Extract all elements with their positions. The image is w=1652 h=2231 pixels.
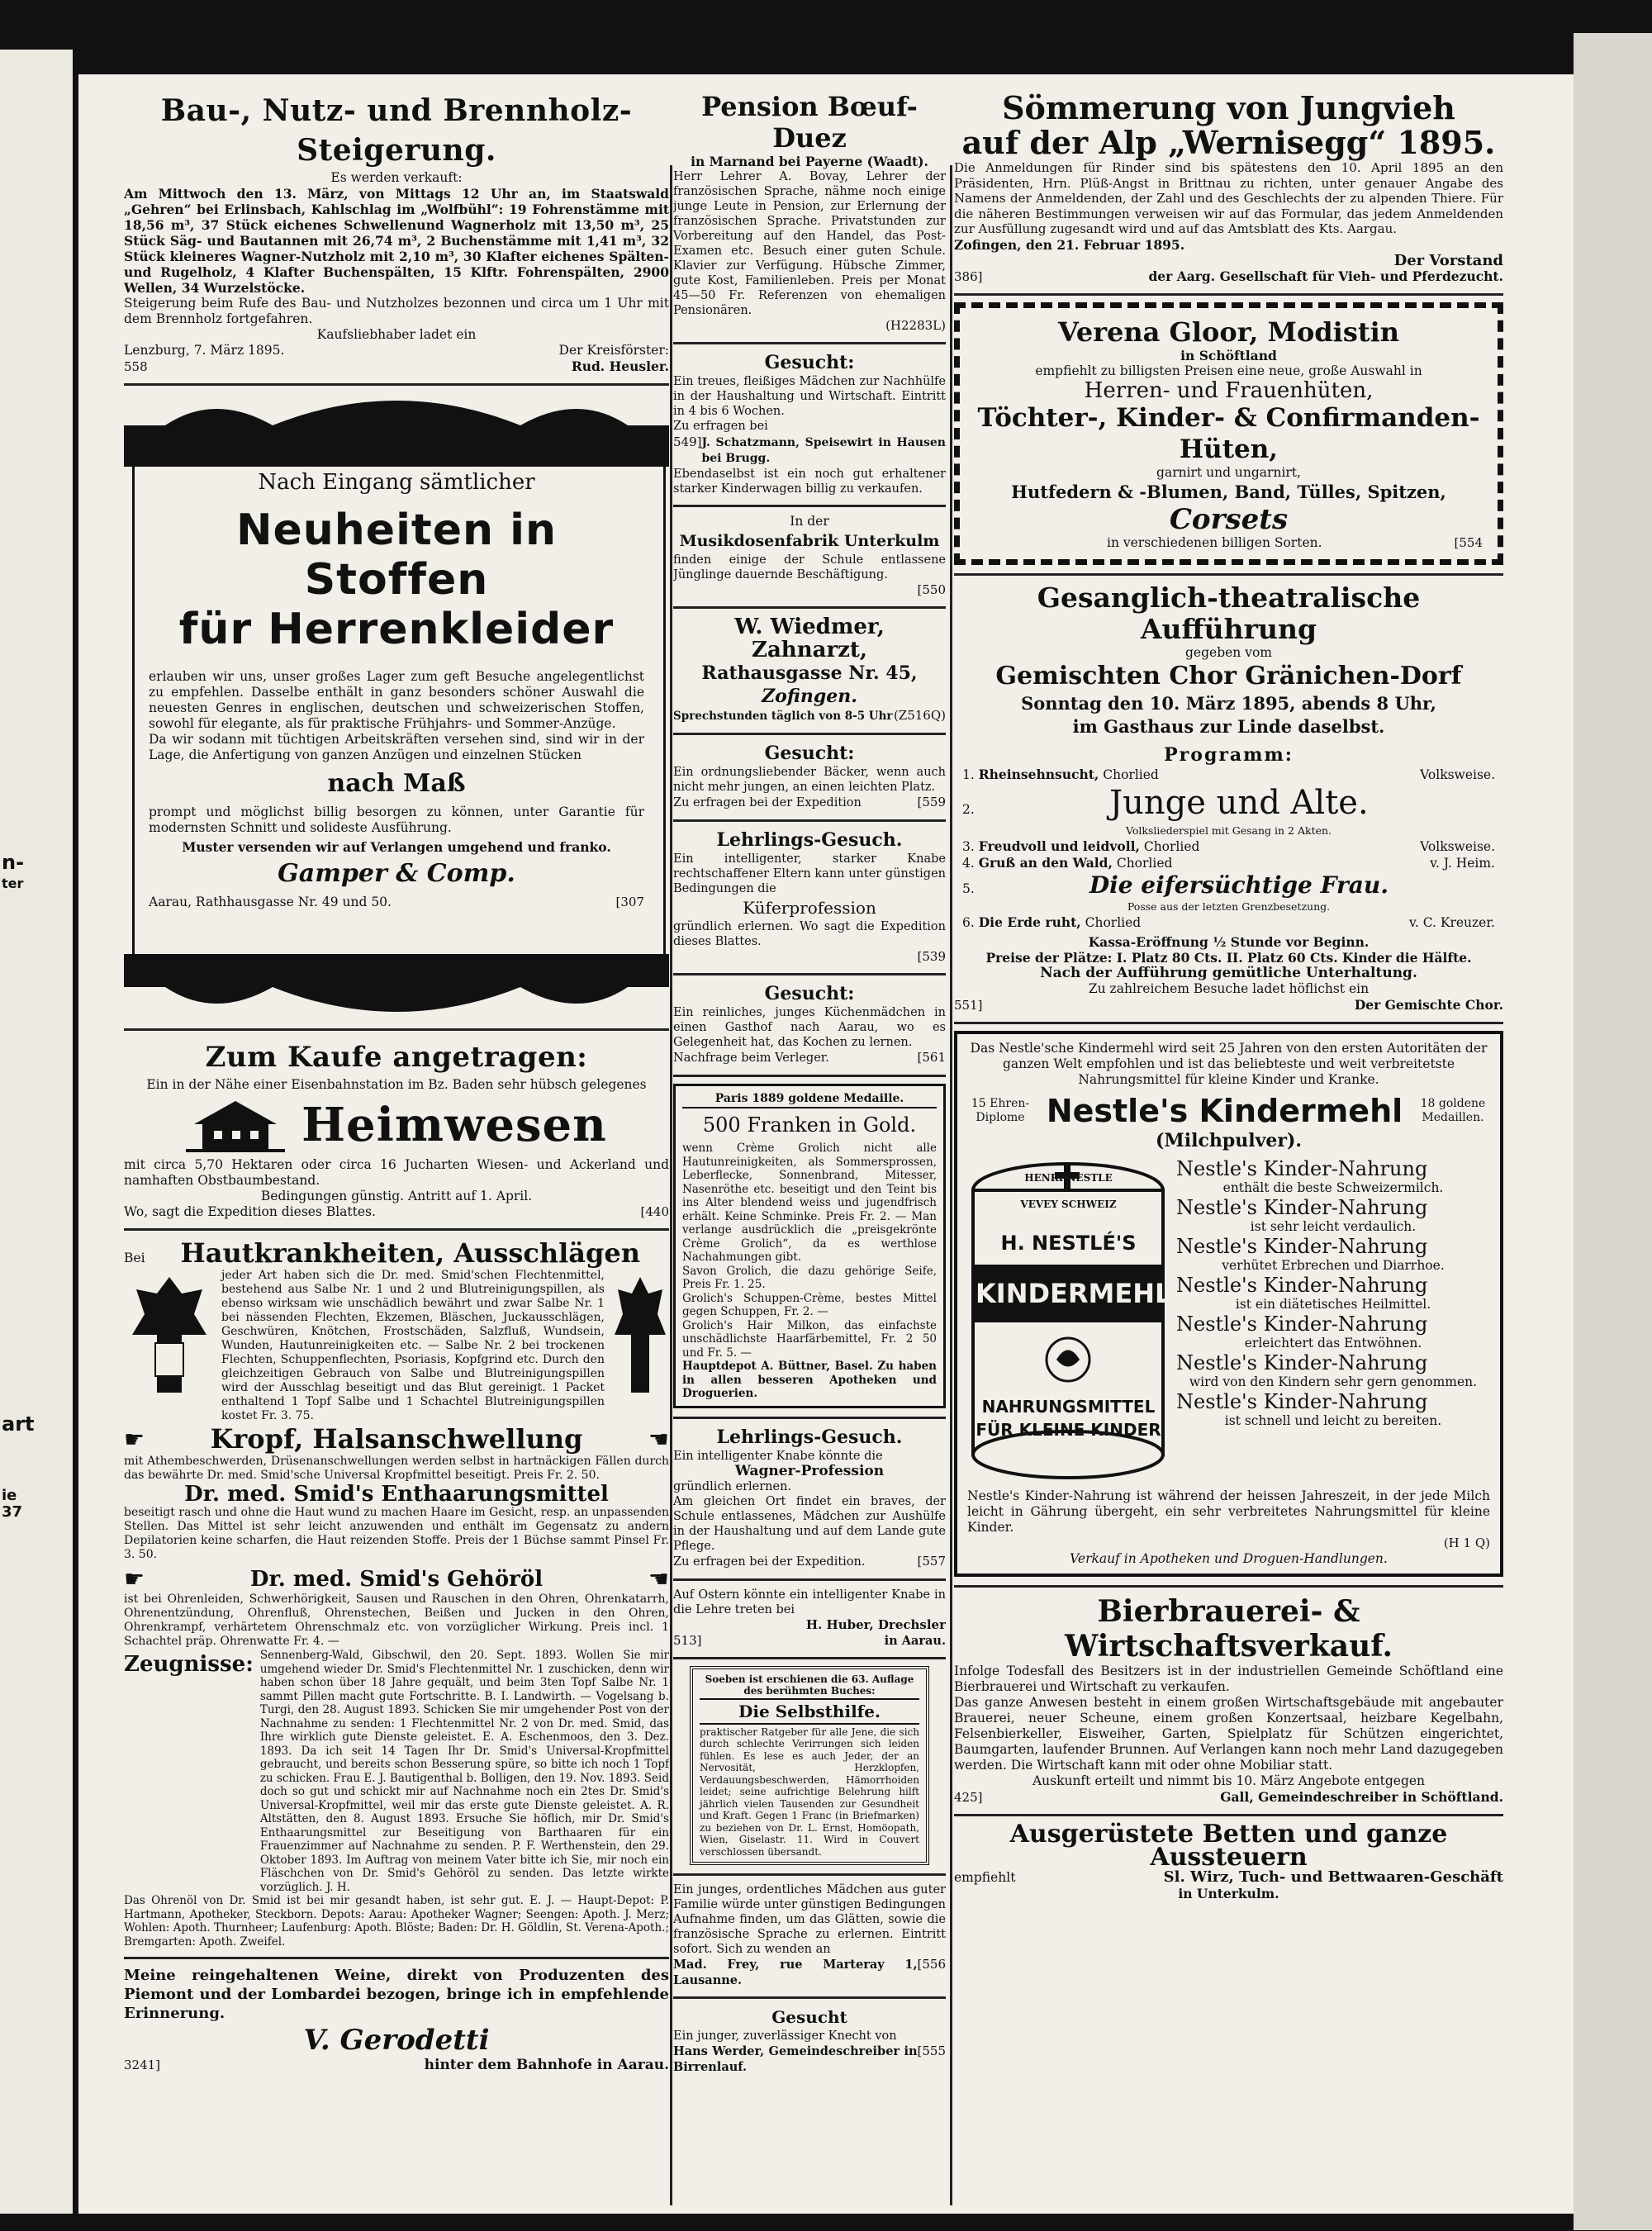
programme-item: 1. Rheinsehnsucht, Chorlied Volksweise.	[962, 766, 1495, 782]
claim-heading: Nestle's Kinder-Nahrung	[1176, 1195, 1428, 1219]
ad-body: garnirt und ungarnirt,	[1156, 464, 1301, 480]
ad-title: Gesanglich-theatralische Aufführung	[1037, 581, 1421, 645]
ad-name: Verena Gloor, Modistin	[1057, 316, 1400, 348]
ad-body: Grolich's Schuppen-Crème, bestes Mittel gegen Schuppen, Fr. 2. —	[682, 1291, 937, 1318]
ad-hours: Sprechstunden täglich von 8-5 Uhr	[673, 710, 893, 723]
ad-signer-title: Der Kreisförster:	[558, 343, 669, 358]
ad-sale: Verkauf in Apotheken und Droguen-Handlungen.	[1070, 1550, 1388, 1566]
ad-number: [561	[917, 1050, 946, 1065]
claim-text: ist schnell und leicht zu bereiten.	[1224, 1412, 1442, 1428]
ad-heading: Töchter-, Kinder- & Confirmanden-Hüten,	[977, 402, 1480, 464]
programme-item: 6. Die Erde ruht, Chorlied v. C. Kreuzer.	[962, 914, 1495, 930]
ad-signer: Rud. Heusler.	[571, 358, 669, 374]
ad-body: erlauben wir uns, unser großes Lager zum geft Besuche angelegentlichst zu empfehlen. Dasselbe enthält in ganz besonders schöner Auswahl die neuesten Genres in englischen, deutschen und schweizerischen Stoffen, sowohl für elegante, als für praktische Frühjahrs- und Sommer-Anzüge.	[149, 669, 644, 731]
ad-left: empfiehlt	[954, 1869, 1016, 1885]
ad-paragraph: mit Athembeschwerden, Drüsenanschwellungen werden selbst in hartnäckigen Fällen durch das bewährte Dr. med. Smid'sche Universal Kropfmittel beseitigt. Preis Fr. 2. 50.	[124, 1455, 669, 1482]
edge-text: ter	[2, 876, 24, 891]
programme-item: 3. Freudvoll und leidvoll, Chorlied Volksweise.	[962, 838, 1495, 854]
ad-signer: Gall, Gemeindeschreiber in Schöftland.	[1220, 1788, 1503, 1805]
column-2	[673, 91, 946, 2205]
edge-text: n-	[2, 851, 25, 874]
ad-nach: Nach der Aufführung gemütliche Unterhaltung.	[1040, 964, 1417, 981]
ad-paragraph: Das Ohrenöl von Dr. Smid ist bei mir gesandt haben, ist sehr gut. E. J. — Haupt-Depot: P. Hartmann, Apotheker, Steckborn. Depots: Aarau: Apotheker Wagner; Seengen: Apoth. J. Merz; Wohlen: Apoth. Thurnheer; Laufenburg: Apoth. Blöste; Baden: Dr. H. Göldlin, St. Verena-Apoth.; Bremgarten: Apoth. Zweifel.	[124, 1894, 669, 1949]
ad-title: Bierbrauerei- & Wirtschaftsverkauf.	[1064, 1593, 1393, 1664]
ad-date: Sonntag den 10. März 1895, abends 8 Uhr,	[1021, 692, 1436, 714]
ad-paragraph: ist bei Ohrenleiden, Schwerhörigkeit, Sausen und Rauschen in den Ohren, Ohrenkatarrh, Ohrenentzündung, Ohrenfluß, Ohrenstechen, Beißen und Jucken in den Ohren, Ohrenkrampf, verhärtetem Ohrenschmalz etc. von vorzüglicher Wirkung. Preis incl. 1 Schachtel präp. Ohrenwatte Fr. 4. —	[124, 1593, 669, 1648]
ad-number: [556	[917, 1957, 946, 1972]
ad-subtitle: gegeben vom	[1185, 644, 1272, 660]
ad-title: 500 Franken in Gold.	[702, 1113, 917, 1137]
ad-name: H. Huber, Drechsler	[805, 1616, 946, 1632]
tin-label: NAHRUNGSMITTEL	[981, 1396, 1156, 1417]
ad-number: 386]	[954, 268, 983, 284]
ad-body: Ein junges, ordentliches Mädchen aus guter Familie würde unter günstigen Bedingungen Aufnahme finden, um das Glätten, sowie die französische Sprache zu erlernen. Eintritt sofort. Sich zu wenden an	[673, 1883, 946, 1956]
ad-title: Zum Kaufe angetragen:	[205, 1041, 588, 1074]
ad-town: in Unterkulm.	[1178, 1885, 1279, 1901]
ad-choir: Gemischten Chor Gränichen-Dorf	[995, 661, 1462, 691]
ad-musikdosen	[673, 514, 946, 598]
ad-name: Musikdosenfabrik Unterkulm	[679, 532, 940, 550]
ad-body: Meine reingehaltenen Weine, direkt von Produzenten des Piemont und der Lombardei bezogen, bringe ich in empfehlende Erinnerung.	[124, 1967, 669, 2022]
ad-depot: Hauptdepot A. Büttner, Basel. Zu haben in allen besseren Apotheken und Droguerien.	[682, 1360, 937, 1400]
ad-body: Ein intelligenter Knabe könnte die	[673, 1449, 883, 1463]
ad-body: mit circa 5,70 Hektaren oder circa 16 Jucharten Wiesen- und Ackerland und namhaften Obstbaumbestand.	[124, 1157, 669, 1188]
ad-body: Ein ordnungsliebender Bäcker, wenn auch nicht mehr jungen, an einen leichten Platz.	[673, 766, 946, 794]
ad-body: in verschiedenen billigen Sorten.	[1106, 534, 1322, 550]
ad-ask: Zu erfragen bei der Expedition.	[673, 1555, 866, 1569]
ad-town: in Aarau.	[884, 1633, 946, 1648]
ad-heading: Hutfedern & -Blumen, Band, Tülles, Spitzen,	[1011, 481, 1446, 502]
ad-selbsthilfe	[690, 1666, 929, 1866]
ad-title: Bau-, Nutz- und Brennholz-Steigerung.	[160, 93, 633, 168]
ad-number: 549]	[673, 434, 702, 449]
claim-heading: Nestle's Kinder-Nahrung	[1176, 1312, 1428, 1336]
ad-footer: Nestle's Kinder-Nahrung ist während der heissen Jahreszeit, in der jede Milch leicht in Gährung übergeht, ein sehr verbreitetes Nahrungsmittel für kleine Kinder.	[967, 1488, 1490, 1535]
programme-item-note: Posse aus der letzten Grenzbesetzung.	[1127, 900, 1331, 913]
ad-subtitle: Es werden verkauft:	[330, 170, 463, 185]
ad-title: Gesucht:	[764, 983, 855, 1004]
ad-invite: Kaufsliebhaber ladet ein	[316, 327, 477, 342]
ad-body: Die Anmeldungen für Rinder sind bis spätestens den 10. April 1895 an den Präsidenten, Hrn. Plüß-Angst in Brittnau zu richten, unter genauer Angabe des Namens der Anmeldenden, der Zahl und des Geschlechts der zu alpenden Thiere. Für die näheren Bestimmungen verweisen wir auf das Formular, das jedem Anmeldenden zur Ausfüllung zugesandt wird und auf das Amtsblatt des Kts. Aargau.	[954, 160, 1503, 236]
ad-body: prompt und möglichst billig besorgen zu können, unter Garantie für modernsten Schnitt und solideste Ausführung.	[149, 805, 644, 835]
ad-head: Soeben ist erschienen die 63. Auflage des berühmten Buches:	[705, 1673, 914, 1697]
ad-subtitle: in Marnand bei Payerne (Waadt).	[691, 154, 928, 169]
ad-bauholz	[124, 91, 669, 375]
ad-muster: Muster versenden wir auf Verlangen umgehend und franko.	[182, 839, 611, 855]
ad-wiedmer	[673, 615, 946, 724]
ad-where: Wo, sagt die Expedition dieses Blattes.	[124, 1204, 376, 1219]
ad-vorstand: Der Vorstand	[1393, 251, 1503, 269]
ad-heading: Dr. med. Smid's Gehöröl	[249, 1566, 544, 1592]
ad-body: Ein reinliches, junges Küchenmädchen in einen Gasthof nach Aarau, wo es Gelegenheit hat, das Kochen zu lernen.	[673, 1006, 946, 1049]
ad-preise: Preise der Plätze: I. Platz 80 Cts. II. Platz 60 Cts. Kinder die Hälfte.	[985, 949, 1472, 966]
ad-number: [557	[917, 1553, 946, 1569]
ad-gesucht-3	[673, 982, 946, 1066]
ad-address: hinter dem Bahnhofe in Aarau.	[424, 2057, 669, 2073]
tin-label: H. NESTLÉ'S	[1000, 1231, 1137, 1255]
ad-body: Da wir sodann mit tüchtigen Arbeitskräften versehen sind, sind wir in der Lage, die Anfertigung von ganzen Anzügen und einzelnen Stücken	[149, 732, 644, 762]
ad-title: Ausgerüstete Betten und ganze Aussteuern	[1009, 1819, 1448, 1872]
ad-body: wenn Crème Grolich nicht alle Hautunreinigkeiten, als Sommersprossen, Leberflecke, Sonnenbrand, Mitesser, Nasenröthe etc. beseitigt und den Teint bis ins Alter blendend weiss und jugendfrisch erhält. Keine Schminke. Preis Fr. 2. — Man verlange ausdrücklich die „preisgekrönte Crème Grolich“, da es werthlose Nachahmungen gibt.	[682, 1142, 937, 1264]
eagle-crest-icon	[124, 1269, 215, 1401]
ad-code: (H 1 Q)	[1443, 1535, 1490, 1550]
ad-nestle	[954, 1031, 1503, 1577]
ad-body: empfiehlt zu billigsten Preisen eine neue, große Auswahl in	[1035, 363, 1422, 378]
claim-heading: Nestle's Kinder-Nahrung	[1176, 1234, 1428, 1258]
ad-jungvieh	[954, 91, 1503, 285]
ad-huber	[673, 1588, 946, 1649]
ad-body: Ebendaselbst ist ein noch gut erhaltener starker Kinderwagen billig zu verkaufen.	[673, 468, 946, 496]
programme-item-note: Volksliederspiel mit Gesang in 2 Akten.	[1125, 824, 1332, 837]
ad-number: [555	[917, 2044, 946, 2058]
ad-invite: Zu zahlreichem Besuche ladet höflichst ein	[1088, 980, 1370, 996]
ad-headline: für Herrenkleider	[178, 605, 615, 654]
ad-knecht	[673, 2006, 946, 2075]
ad-body: Grolich's Hair Milkon, das einfachste unschädlichste Haarfärbemittel, Fr. 2 50 und Fr. 5. —	[682, 1318, 937, 1360]
ad-title: Nestle's Kindermehl	[1046, 1092, 1403, 1129]
ad-number: 3241]	[124, 2058, 161, 2072]
claim-text: ist sehr leicht verdaulich.	[1250, 1218, 1417, 1234]
ad-nach-mass: nach Maß	[327, 769, 466, 798]
ad-body: Am gleichen Ort findet ein braves, der Schule entlassenes, Mädchen zur Aushülfe in der Haushaltung und auf dem Lande gute Pflege.	[673, 1494, 946, 1553]
edge-text: 37	[2, 1503, 23, 1521]
ad-number: [539	[917, 949, 946, 964]
ad-number: [559	[917, 795, 946, 809]
ad-heimwesen	[124, 1037, 669, 1220]
programme-list	[954, 767, 1503, 931]
ad-address: Rathausgasse Nr. 45,	[701, 662, 918, 684]
ad-number: 558	[124, 359, 148, 374]
ad-number: 551]	[954, 997, 983, 1013]
ad-gloor	[954, 302, 1503, 565]
ad-body: gründlich erlernen.	[673, 1479, 792, 1493]
ad-title: Pension Bœuf-Duez	[701, 91, 918, 154]
ad-town: Zofingen.	[762, 686, 857, 707]
ad-subtitle: (Milchpulver).	[1155, 1129, 1303, 1151]
ad-paragraph: Sennenberg-Wald, Gibschwil, den 20. Sept. 1893. Wollen Sie mir umgehend wieder Dr. Smid's Flechtenmittel Nr. 1 zuschicken, denn wir haben schon über 18 Jahre gequält, und beim 3ten Topf Salbe Nr. 1 sammt Pillen macht gute Fortschritte. B. I. Landwirth. — Vogelsang b. Turgi, den 28. August 1893. Schicken Sie mir umgehender Post von der Nachnahme zu senden: 1 Flechtenmittel Nr. 2 von Dr. med. Smid, das Ihre wirklich gute Dienste geleistet. E. A. Eschenmoos, den 3. Dez. 1893. Da ich seit 14 Tagen Ihr Dr. Smid's Universal-Kropfmittel gebraucht, und bereits schon Besserung spüre, so bitte ich noch 1 Topf zu schicken. Frau E. J. Bautigenthal b. Bolligen, den 19. Nov. 1893. Seid doch so gut und schickt mir auf Nachnahme noch ein 2tes Dr. Smid's Universal-Kropfmittel, weil mir das erste gute Dienste geleistet. A. R. Altstätten, den 8. August 1893. Ersuche Sie höflich, mir Dr. Smid's Enthaarungsmittel zur Beseitigung von Barthaaren für ein Frauenzimmer auf Nachnahme zu senden. P. F. Werthenstein, den 29. Oktober 1893. Im Auftrag von meinem Vater bitte ich Sie, mir noch ein Fläschchen von Dr. Smid's Gehöröl zu senden. Das letzte wirkte vorzüglich. J. H.	[259, 1649, 669, 1894]
eagle-crest-icon	[611, 1269, 669, 1401]
ad-number: [440	[640, 1204, 669, 1219]
column-3	[954, 91, 1503, 2205]
ad-name: V. Gerodetti	[303, 2024, 490, 2057]
ad-number: [554	[1454, 534, 1483, 550]
ad-stoffe	[124, 392, 669, 1020]
ad-theater	[954, 582, 1503, 1013]
ad-lehrling-2	[673, 1426, 946, 1570]
ad-programme-heading: Programm:	[1164, 743, 1294, 766]
ad-name: W. Wiedmer, Zahnarzt,	[734, 615, 885, 662]
ad-kasse: Kassa-Eröffnung ½ Stunde vor Beginn.	[1088, 933, 1370, 950]
ad-gesucht-2	[673, 742, 946, 811]
ad-body: gründlich erlernen. Wo sagt die Expedition dieses Blattes.	[673, 920, 946, 948]
claim-heading: Nestle's Kinder-Nahrung	[1176, 1350, 1428, 1374]
pointing-hand-icon: ☚	[648, 1425, 669, 1453]
column-rule	[950, 165, 952, 2205]
pointing-hand-icon: ☚	[648, 1565, 669, 1593]
ad-body: praktischer Ratgeber für alle Jene, die sich durch schlechte Verirrungen sich leiden fühlen. Es lese es auch Jeder, der an Nervosität, Herzklopfen, Verdauungsbeschwerden, Hämorrhoiden leidet; seine aufrichtige Belehrung hilft jährlich vielen Tausenden zur Gesundheit und Kraft. Gegen 1 Franc (in Briefmarken) zu beziehen von Dr. L. Ernst, Homöopath, Wien, Giselastr. 11. Wird in Couvert verschlossen übersandt.	[700, 1725, 919, 1858]
claim-text: verhütet Erbrechen und Diarrhoe.	[1222, 1257, 1445, 1273]
ad-name: Mad. Frey, rue Marteray 1, Lausanne.	[673, 1958, 918, 1987]
ad-heading: Hautkrankheiten, Ausschlägen	[180, 1237, 640, 1269]
ad-number: [550	[917, 582, 946, 597]
ad-name: Sl. Wirz, Tuch- und Bettwaaren-Geschäft	[1163, 1868, 1503, 1886]
ad-bei: Bei	[124, 1251, 145, 1265]
tin-label: HENRI NESTLE	[1024, 1171, 1113, 1184]
ad-body: Auf Ostern könnte ein intelligenter Knabe in die Lehre treten bei	[673, 1588, 946, 1616]
ad-profession: Küferprofession	[743, 898, 876, 918]
ad-grolich	[673, 1084, 946, 1408]
ad-heading: Zeugnisse:	[124, 1652, 254, 1677]
ad-society: der Aarg. Gesellschaft für Vieh- und Pferdezucht.	[1148, 268, 1503, 284]
ad-heading: Herren- und Frauenhüten,	[1084, 377, 1374, 403]
edge-text: ie	[2, 1487, 17, 1504]
programme-item: 4. Gruß an den Wald, Chorlied v. J. Heim.	[962, 854, 1495, 871]
ad-firm: Gamper & Comp.	[278, 859, 515, 888]
ad-number: 425]	[954, 1789, 983, 1805]
tin-label: KINDERMEHL	[976, 1277, 1172, 1309]
claim-heading: Nestle's Kinder-Nahrung	[1176, 1156, 1428, 1180]
ad-number: [307	[615, 895, 644, 909]
ad-pension	[673, 91, 946, 334]
ad-body: Herr Lehrer A. Bovay, Lehrer der französischen Sprache, nähme noch einige junge Leute in Pension, zur Erlernung der französischen Sprache. Privatstunden zur Vorbereitung auf den Handel, das Post-Examen etc. Besuch einer guten Schule. Klavier zur Verfügung. Hübsche Zimmer, gute Kost, Familienleben. Preis per Monat 45—50 Fr. Referenzen von ehemaligen Pensionären.	[673, 170, 946, 317]
tin-label: FÜR KLEINE KINDER	[976, 1419, 1161, 1440]
claim-text: wird von den Kindern sehr gern genommen.	[1189, 1374, 1478, 1389]
column-1	[124, 91, 669, 2205]
ad-title: Sömmerung von Jungvieh	[1002, 91, 1455, 126]
ad-award: 15 Ehren-Diplome	[971, 1096, 1030, 1124]
ad-headline: Neuheiten in Stoffen	[235, 506, 557, 605]
ad-paragraph: beseitigt rasch und ohne die Haut wund zu machen Haare im Gesicht, resp. an unpassenden Stellen. Das Mittel ist sehr leicht anzuwenden und enthält im Gegensatz zu andern Depilatorien keine scharfen, die Haut reizenden Stoffe. Preis der 1 Büchse sammt Pinsel Fr. 3. 50.	[124, 1506, 669, 1561]
ad-gerodetti	[124, 1966, 669, 2073]
ad-number: (Z516Q)	[893, 708, 946, 723]
ad-body: Ein treues, fleißiges Mädchen zur Nachhülfe in der Haushaltung und Wirtschaft. Eintritt in 4 bis 6 Wochen.	[673, 375, 946, 418]
ad-profession: Wagner-Profession	[734, 1462, 885, 1479]
ad-venue: im Gasthaus zur Linde daselbst.	[1072, 715, 1385, 737]
ad-body: Bedingungen günstig. Antritt auf 1. April.	[260, 1189, 533, 1203]
ad-title: Gesucht:	[764, 743, 855, 764]
ad-paragraph: jeder Art haben sich die Dr. med. Smid'schen Flechtenmittel, bestehend aus Salbe Nr. 1 und 2 und Blutreinigungspillen, als ebenso wirksam wie unschädlich bewährt und zwar Salbe Nr. 1 bei nässenden Flechten, Ekzemen, Bläschen, Juckausschlägen, Geschwüren, Knötchen, Frostschäden, Salzfluß, Wundsein, Wunden, Hautunreinigkeiten etc. — Salbe Nr. 2 bei trockenen Flechten, Schuppenflechten, Psoriasis, Kopfgrind etc. Durch den gleichzeitigen Gebrauch von Salbe und Blutreinigungspillen wird der Ausschlag beseitigt und das Blut gereinigt. 1 Packet enthaltend 1 Topf Salbe und 1 Schachtel Blutreinigungspillen kostet Fr. 3. 75.	[221, 1269, 605, 1422]
ad-title: Lehrlings-Gesuch.	[716, 1426, 903, 1448]
ad-title: Die Selbsthilfe.	[700, 1698, 919, 1725]
ad-title: auf der Alp „Wernisegg“ 1895.	[961, 124, 1496, 161]
pointing-hand-icon: ☛	[124, 1425, 145, 1453]
ad-award: 18 goldene Medaillen.	[1420, 1096, 1486, 1124]
ad-intro: Das Nestle'sche Kindermehl wird seit 25 Jahren von den ersten Autoritäten der ganzen Welt empfohlen und ist das beliebteste und weit verbreitetste Nahrungsmittel für kleine Kinder und Kranke.	[970, 1040, 1488, 1087]
left-page-edge	[0, 50, 73, 2214]
ad-body: Ein intelligenter, starker Knabe rechtschaffener Eltern kann unter günstigen Bedingungen die	[673, 852, 946, 895]
ad-ask: Nachfrage beim Verleger.	[673, 1051, 829, 1065]
column-rule	[670, 165, 672, 2205]
ad-title: Gesucht	[771, 2007, 847, 2027]
ad-maedchen	[673, 1882, 946, 1988]
ad-place-date: Lenzburg, 7. März 1895.	[124, 343, 285, 358]
ad-town: in Schöftland	[1180, 347, 1277, 363]
nestle-claims	[1176, 1157, 1490, 1483]
tin-label: VEVEY SCHWEIZ	[1020, 1198, 1117, 1210]
ad-body: Steigerung beim Rufe des Bau- und Nutzholzes bezonnen und circa um 1 Uhr mit dem Brennholz fortgefahren.	[124, 296, 669, 326]
ad-address: Aarau, Rathhausgasse Nr. 49 und 50.	[149, 895, 392, 909]
ad-title: Gesucht:	[764, 352, 855, 373]
ad-body: Infolge Todesfall des Besitzers ist in der industriellen Gemeinde Schöftland eine Bierbrauerei und Wirtschaft zu verkaufen.	[954, 1663, 1503, 1694]
ad-name: J. Schatzmann, Speisewirt in Hausen bei Brugg.	[701, 436, 946, 465]
ad-smid	[124, 1237, 669, 1949]
ad-lehrling-1	[673, 828, 946, 965]
claim-text: erleichtert das Entwöhnen.	[1244, 1335, 1422, 1350]
claim-heading: Nestle's Kinder-Nahrung	[1176, 1273, 1428, 1297]
ad-heading: Dr. med. Smid's Enthaarungsmittel	[184, 1482, 609, 1507]
ad-body: Das ganze Anwesen besteht in einem großen Wirtschaftsgebäude mit angebauter Brauerei, neuer Scheune, einem großen Konzertsaal, heizbare Kegelbahn, Felsenbierkeller, Eisweiher, Garten, Spielplatz für Schützen eingerichtet, Baumgarten, laufender Brunnen. Auf Verlangen kann noch mehr Land dazugegeben werden. Die Wirtschaft kann mit oder ohne Mobiliar statt.	[954, 1694, 1503, 1773]
ad-head: In der	[790, 514, 829, 529]
ad-brauerei	[954, 1594, 1503, 1806]
ad-body: Savon Grolich, die dazu gehörige Seife, Preis Fr. 1. 25.	[682, 1264, 937, 1291]
arch-ornament-bottom	[124, 954, 669, 1020]
ad-gesucht-1	[673, 351, 946, 496]
claim-text: ist ein diätetisches Heilmittel.	[1235, 1296, 1431, 1312]
ad-number: (H2283L)	[885, 318, 946, 333]
ad-name: Hans Werder, Gemeindeschreiber in Birrenlauf.	[673, 2044, 918, 2074]
ad-signer: Der Gemischte Chor.	[1354, 996, 1503, 1013]
claim-heading: Nestle's Kinder-Nahrung	[1176, 1389, 1428, 1413]
ad-body: Am Mittwoch den 13. März, von Mittags 12 Uhr an, im Staatswald „Gehren“ bei Erlinsbach, Kahlschlag im „Wolfbühl“: 19 Fohrenstämme mit 18,56 m³, 37 Stück eichenes Schwellenund Wagnerholz mit 13,50 m³, 25 Stück Säg- und Bautannen mit 26,74 m³, 2 Buchenstämme mit 1,41 m³, 32 Stück kleineres Wagner-Nutzholz mit 2,10 m³, 30 Klafter eichenes Spälten- und Rugelholz, 4 Klafter Buchenspälten, 15 Klftr. Fohrenspälten, 2900 Wellen, 34 Wurzelstöcke.	[124, 186, 669, 296]
ad-title: Lehrlings-Gesuch.	[716, 829, 903, 851]
ad-headline: Heimwesen	[301, 1098, 607, 1152]
ad-ask: Zu erfragen bei der Expedition	[673, 796, 862, 809]
pointing-hand-icon: ☛	[124, 1565, 145, 1593]
ad-heading: Corsets	[1169, 502, 1289, 536]
ad-body: Ein junger, zuverlässiger Knecht von	[673, 2029, 897, 2043]
ad-wirz	[954, 1819, 1503, 1901]
ad-intro: Nach Eingang sämtlicher	[258, 470, 535, 495]
ad-number: 513]	[673, 1632, 702, 1648]
ad-medal: Paris 1889 goldene Medaille.	[682, 1091, 937, 1108]
house-icon	[186, 1096, 285, 1154]
right-page-edge	[1574, 33, 1652, 2230]
ad-body: finden einige der Schule entlassene Jünglinge dauernde Beschäftigung.	[673, 553, 946, 581]
edge-text: art	[2, 1412, 35, 1436]
programme-item: 5. Die eifersüchtige Frau.	[962, 871, 1389, 899]
ad-ask: Zu erfragen bei	[673, 420, 768, 433]
programme-item: 2. Junge und Alte.	[962, 783, 1369, 822]
ad-place: Zofingen, den 21. Februar 1895.	[954, 236, 1185, 253]
ad-heading: Kropf, Halsanschwellung	[210, 1423, 583, 1455]
ad-subtitle: Ein in der Nähe einer Eisenbahnstation im Bz. Baden sehr hübsch gelegenes	[146, 1077, 647, 1092]
ad-body: Auskunft erteilt und nimmt bis 10. März Angebote entgegen	[1032, 1773, 1426, 1788]
claim-text: enthält die beste Schweizermilch.	[1222, 1180, 1444, 1195]
nestle-tin-illustration	[967, 1157, 1170, 1483]
